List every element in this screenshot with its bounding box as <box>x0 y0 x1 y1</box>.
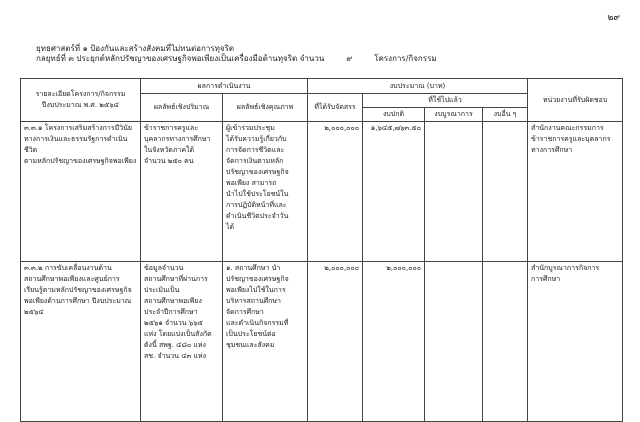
project-count: ๙ <box>346 54 353 63</box>
header-project <box>21 79 141 122</box>
cell-integrated <box>425 262 483 422</box>
header-other: งบอื่น ๆ <box>483 108 528 122</box>
cell-qualitative: ๑. สถานศึกษา นำ ปรัชญาของเศรษฐกิจ พอเพียงไปใช้ในการ บริหารสถานศึกษา จัดการศึกษา และดำเนินกิจกรรมที่ เป็นประโยชน์ต่อ ชุมชนและสังคม <box>223 262 308 422</box>
header-integrated: งบบูรณาการ <box>425 108 483 122</box>
header-allocated: ที่ได้รับจัดสรร <box>308 94 363 122</box>
header-results: ผลการดำเนินงาน <box>141 79 308 94</box>
header-fiscal-year: ปีงบประมาณ พ.ศ. ๒๕๖๔ <box>42 101 119 109</box>
cell-agency: สำนักบูรณาการกิจการ การศึกษา <box>528 262 623 422</box>
header-spent: ที่ใช้ไปแล้ว <box>363 94 528 108</box>
cell-other <box>483 262 528 422</box>
cell-other <box>483 122 528 262</box>
header-qualitative: ผลลัพธ์เชิงคุณภาพ <box>223 94 308 122</box>
header-quantitative: ผลลัพธ์เชิงปริมาณ <box>141 94 223 122</box>
cell-agency: สำนักงานคณะกรรมการ ข้าราชการครูและบุคลากร ทางการศึกษา <box>528 122 623 262</box>
cell-quantitative: ข้าราชการครูและ บุคลากรทางการศึกษา ในจังหวัดภาคใต้ จำนวน ๒๕๐ คน <box>141 122 223 262</box>
cell-quantitative: ข้อมูลจำนวน สถานศึกษาที่ผ่านการ ประเมินเป็น สถานศึกษาพอเพียง ประจำปีการศึกษา ๒๕๖๑ จำนวน ๖๖๕ แห่ง โดยแบ่งเป็นสังกัด ดังนี้ สพฐ. ๔๘๐ แห่ง สช. จำนวน ๔๓ แห่ง <box>141 262 223 422</box>
cell-project: ๓.๓.๑ โครงการเสริมสร้างการมีวินัย ทางการเงินและธรรมรัฐการดำเนินชีวิต ตามหลักปรัชญาของเศรษฐกิจพอเพียง <box>21 122 141 262</box>
cell-allocated: ๒,๐๐๐,๐๐๐ <box>308 122 363 262</box>
header-budget: งบประมาณ (บาท) <box>308 79 528 94</box>
strategy-group-label: กลยุทธ์ที่ ๓ ประยุกต์หลักปรัชญาของเศรษฐกิจพอเพียงเป็นเครื่องมือต้านทุจริต จำนวน <box>36 54 325 63</box>
project-unit: โครงการ/กิจกรรม <box>374 54 437 63</box>
table-row <box>21 122 623 262</box>
header-project-label: รายละเอียดโครงการ/กิจกรรม <box>35 90 126 98</box>
strategy-group-heading <box>36 52 437 65</box>
cell-allocated: ๒,๐๐๐,๐๐๐ <box>308 262 363 422</box>
table-row <box>21 262 623 422</box>
cell-qualitative: ผู้เข้าร่วมประชุม ได้รับความรู้เกี่ยวกับ การจัดการชีวิตและ จัดการเงินตามหลัก ปรัชญาของเศรษฐกิจ พอเพียง สามารถ นำไปใช้ประโยชน์ใน การปฏิบัติหน้าที่และ ดำเนินชีวิตประจำวัน ได้ <box>223 122 308 262</box>
page-number: ๒๙ <box>607 13 620 23</box>
strategy-heading: ยุทธศาสตร์ที่ ๑ ป้องกันและสร้างสังคมที่ไม่ทนต่อการทุจริต <box>36 44 235 53</box>
header-regular: งบปกติ <box>363 108 425 122</box>
project-table <box>20 78 623 422</box>
cell-regular: ๒,๐๐๐,๐๐๐ <box>363 262 425 422</box>
cell-project: ๓.๓.๒ การขับเคลื่อนงานด้าน สถานศึกษาพอเพียงและศูนย์การ เรียนรู้ตามหลักปรัชญาของเศรษฐกิจ พอเพียงด้านการศึกษา ปีงบประมาณ ๒๕๖๔ <box>21 262 141 422</box>
cell-regular: ๑,๖๔๕,๗๖๓.๕๐ <box>363 122 425 262</box>
header-agency: หน่วยงานที่รับผิดชอบ <box>528 79 623 122</box>
cell-integrated <box>425 122 483 262</box>
